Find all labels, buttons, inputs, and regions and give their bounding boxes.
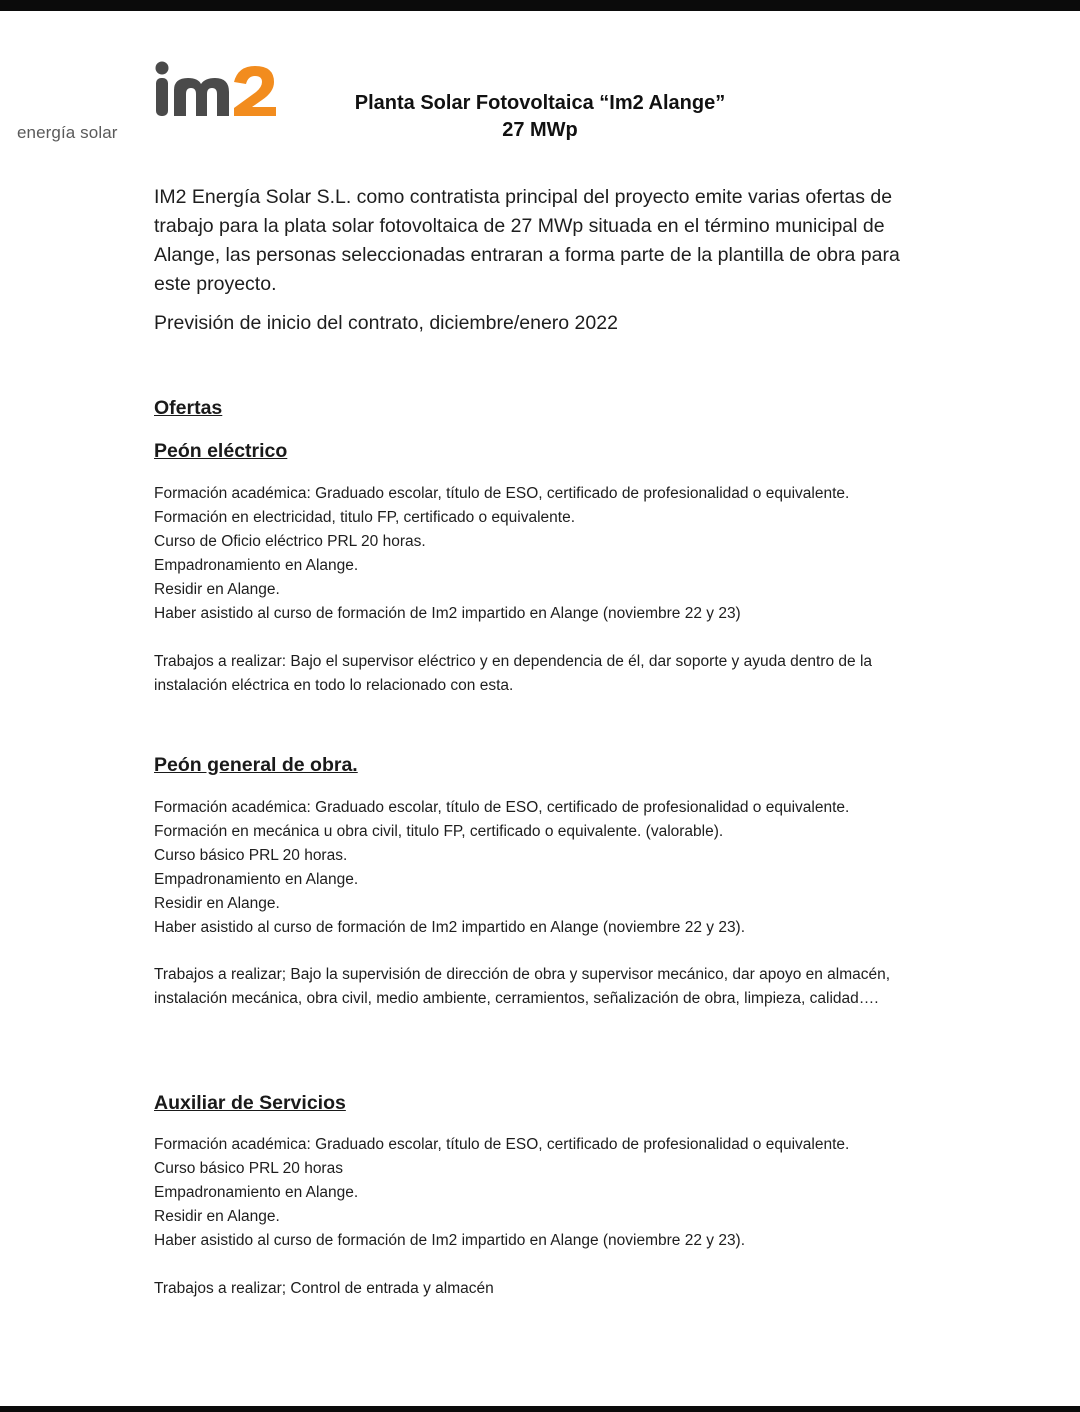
requirement-item: Haber asistido al curso de formación de Im2 impartido en Alange (noviembre 22 y 23). xyxy=(154,1232,746,1249)
tasks-description: Trabajos a realizar; Control de entrada y almacén xyxy=(154,1280,494,1297)
requirement-item: Curso básico PRL 20 horas. xyxy=(154,847,348,864)
requirement-item: Curso básico PRL 20 horas xyxy=(154,1160,343,1177)
requirement-item: Formación en electricidad, titulo FP, certificado o equivalente. xyxy=(154,509,576,526)
requirement-item: Haber asistido al curso de formación de Im2 impartido en Alange (noviembre 22 y 23) xyxy=(154,605,741,622)
bottom-border xyxy=(0,1406,1080,1412)
requirement-item: Residir en Alange. xyxy=(154,581,280,598)
title-line-2: 27 MWp xyxy=(502,119,578,141)
requirement-item: Empadronamiento en Alange. xyxy=(154,871,359,888)
requirements-list xyxy=(154,796,954,940)
requirement-item: Curso de Oficio eléctrico PRL 20 horas. xyxy=(154,533,426,550)
offer-title: Peón eléctrico xyxy=(154,440,288,462)
offers-heading: Ofertas xyxy=(154,397,223,419)
requirement-item: Formación académica: Graduado escolar, título de ESO, certificado de profesionalidad o equivalente. xyxy=(154,1136,850,1153)
logo-tagline: energía solar xyxy=(17,123,118,142)
im2-logo xyxy=(152,60,282,148)
requirement-item: Empadronamiento en Alange. xyxy=(154,557,359,574)
requirement-item: Formación académica: Graduado escolar, título de ESO, certificado de profesionalidad o equivalente. xyxy=(154,799,850,816)
offer-title: Auxiliar de Servicios xyxy=(154,1092,346,1114)
im2-wordmark-logo xyxy=(152,60,282,122)
requirements-list xyxy=(154,1133,954,1253)
requirement-item: Haber asistido al curso de formación de Im2 impartido en Alange (noviembre 22 y 23). xyxy=(154,919,746,936)
top-border xyxy=(0,0,1080,11)
tasks-description: Trabajos a realizar; Bajo la supervisión de dirección de obra y supervisor mecánico, dar apoyo en almacén, instalación mecánica, obra civil, medio ambiente, cerramientos, señalización de obra, limpieza, calidad…. xyxy=(154,966,891,1007)
requirement-item: Formación académica: Graduado escolar, título de ESO, certificado de profesionalidad o equivalente. xyxy=(154,485,850,502)
requirements-list xyxy=(154,482,954,626)
title-line-1: Planta Solar Fotovoltaica “Im2 Alange” xyxy=(354,92,726,114)
intro-paragraph: IM2 Energía Solar S.L. como contratista principal del proyecto emite varias ofertas de trabajo para la plata solar fotovoltaica de 27 MWp situada en el término municipal de Alange, las personas seleccionadas entraran a forma parte de la plantilla de obra para este proyecto. xyxy=(154,186,900,295)
document-title xyxy=(290,90,790,144)
requirement-item: Formación en mecánica u obra civil, titulo FP, certificado o equivalente. (valorable). xyxy=(154,823,724,840)
requirement-item: Residir en Alange. xyxy=(154,895,280,912)
requirement-item: Residir en Alange. xyxy=(154,1208,280,1225)
offer-title: Peón general de obra. xyxy=(154,754,358,776)
tasks-description: Trabajos a realizar: Bajo el supervisor eléctrico y en dependencia de él, dar soporte y ayuda dentro de la instalación eléctrica en todo lo relacionado con esta. xyxy=(154,653,873,694)
requirement-item: Empadronamiento en Alange. xyxy=(154,1184,359,1201)
contract-start-text: Previsión de inicio del contrato, diciembre/enero 2022 xyxy=(154,312,618,334)
